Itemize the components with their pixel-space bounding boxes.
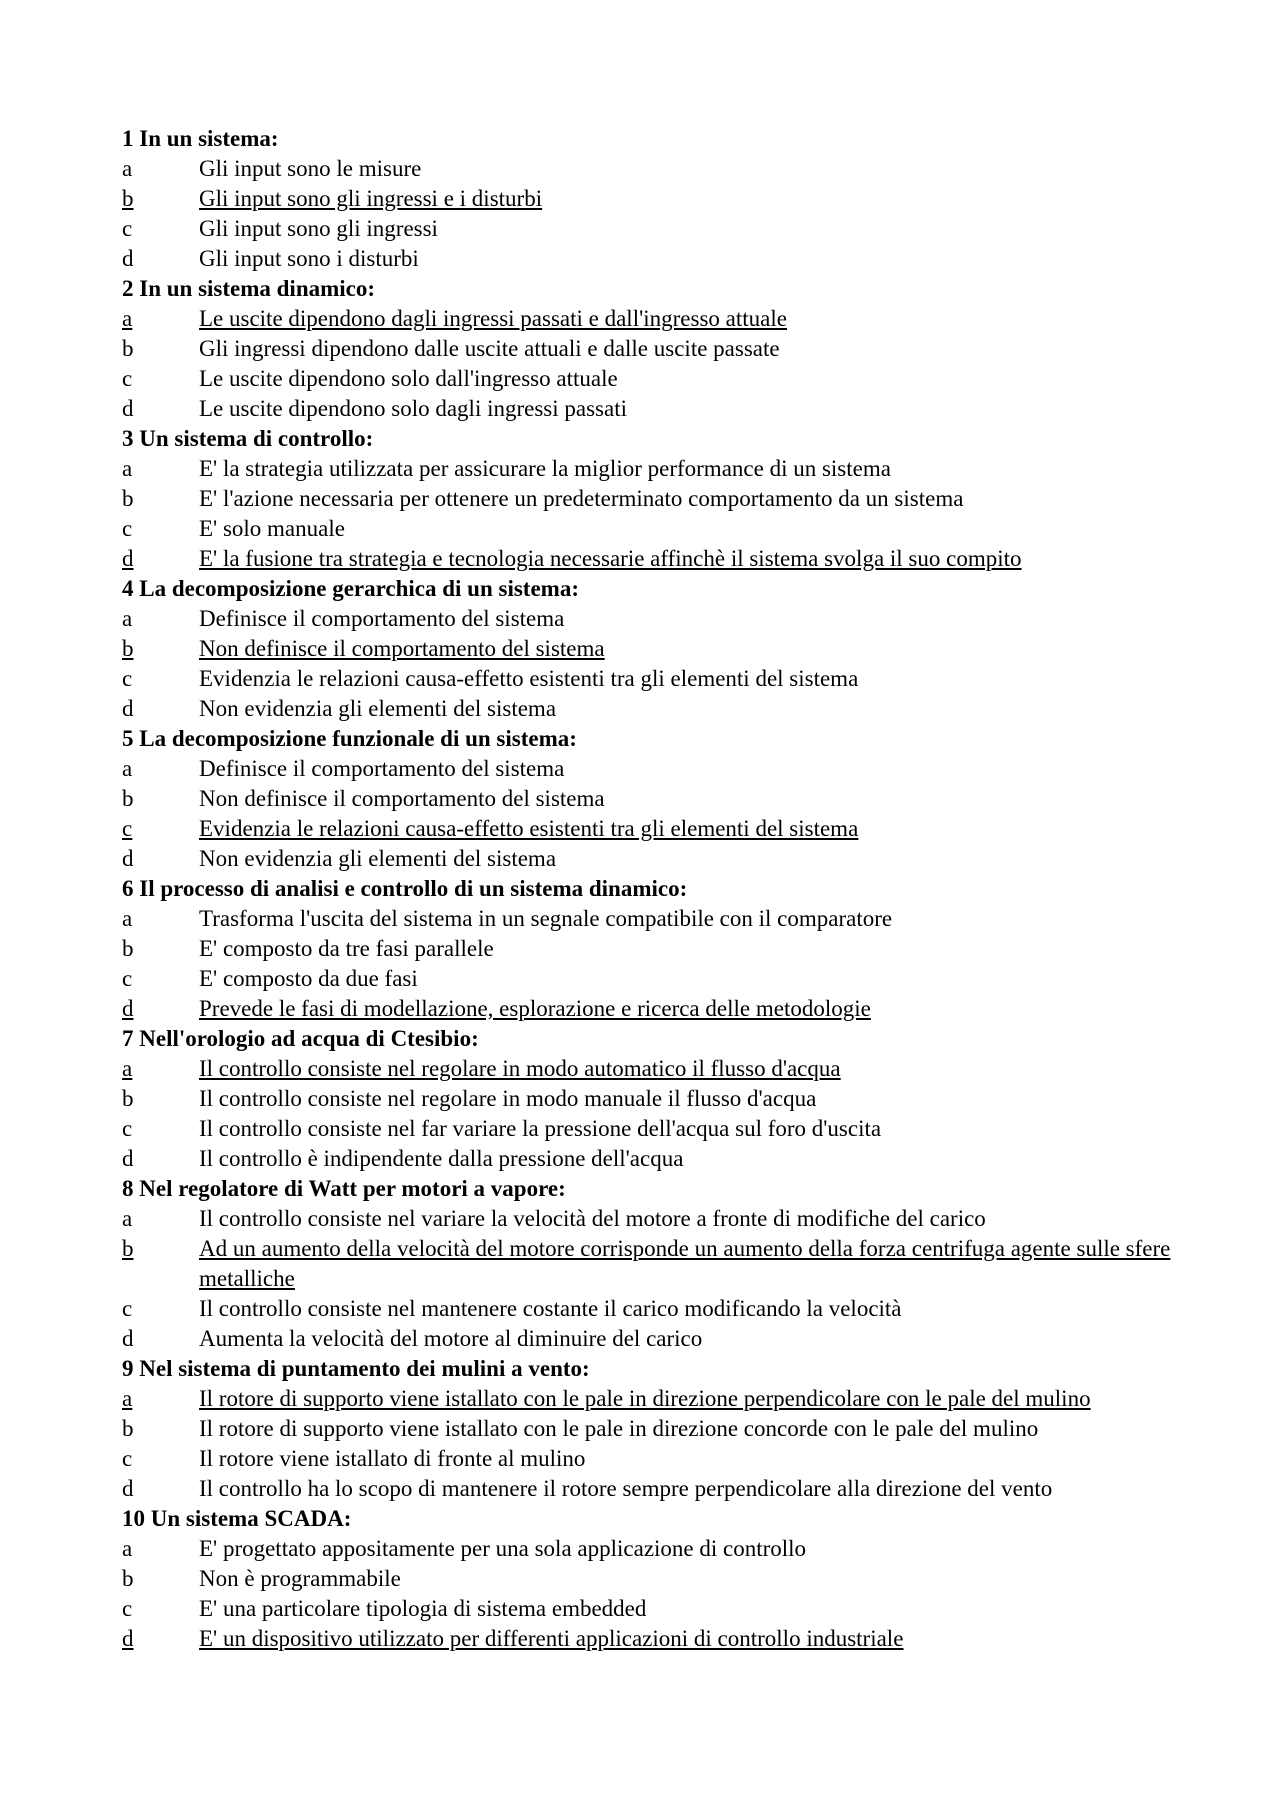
option-letter: b [122,1086,134,1111]
option-text: Gli input sono gli ingressi [199,216,438,241]
option-text: Non evidenzia gli elementi del sistema [199,846,557,871]
option-text: Non definisce il comportamento del sistema [199,786,605,811]
question-title: 1 In un sistema: [122,126,279,151]
option-b [122,1564,1182,1594]
option-letter: a [122,456,133,481]
option-text: Il rotore viene istallato di fronte al mulino [199,1446,586,1471]
option-letter: c [122,1596,133,1621]
question-title: 5 La decomposizione funzionale di un sistema: [122,726,577,751]
option-text: E' la fusione tra strategia e tecnologia necessarie affinchè il sistema svolga il suo compito [199,546,1022,571]
option-d [122,544,1182,574]
question-title: 10 Un sistema SCADA: [122,1506,352,1531]
option-text: Definisce il comportamento del sistema [199,756,565,781]
question-8 [122,1174,1182,1354]
option-text: Il controllo è indipendente dalla pressione dell'acqua [199,1146,684,1171]
option-text: Le uscite dipendono solo dagli ingressi passati [199,396,627,421]
option-d [122,394,1182,424]
option-text: Non evidenzia gli elementi del sistema [199,696,557,721]
question-title: 6 Il processo di analisi e controllo di un sistema dinamico: [122,876,688,901]
question-4 [122,574,1182,724]
option-letter: d [122,1146,134,1171]
option-text: Ad un aumento della velocità del motore corrisponde un aumento della forza centrifuga agente sulle sfere metalliche [199,1236,1171,1291]
option-a [122,1534,1182,1564]
option-letter: c [122,366,133,391]
option-a [122,154,1182,184]
option-d [122,1474,1182,1504]
option-letter: b [122,1236,134,1261]
option-text: Le uscite dipendono solo dall'ingresso attuale [199,366,618,391]
option-c [122,1444,1182,1474]
option-letter: c [122,1116,133,1141]
option-letter: d [122,546,134,571]
option-text: Gli ingressi dipendono dalle uscite attuali e dalle uscite passate [199,336,780,361]
option-text: E' l'azione necessaria per ottenere un predeterminato comportamento da un sistema [199,486,964,511]
option-text: Non è programmabile [199,1566,401,1591]
option-b [122,784,1182,814]
option-letter: b [122,336,134,361]
option-d [122,844,1182,874]
option-text: Trasforma l'uscita del sistema in un segnale compatibile con il comparatore [199,906,893,931]
option-letter: c [122,816,133,841]
option-text: Definisce il comportamento del sistema [199,606,565,631]
option-d [122,244,1182,274]
option-text: Prevede le fasi di modellazione, esplorazione e ricerca delle metodologie [199,996,871,1021]
option-a [122,754,1182,784]
option-text: Il rotore di supporto viene istallato con le pale in direzione perpendicolare con le pale del mulino [199,1386,1091,1411]
option-d [122,694,1182,724]
option-letter: a [122,1386,133,1411]
option-letter: d [122,996,134,1021]
option-text: E' un dispositivo utilizzato per differenti applicazioni di controllo industriale [199,1626,904,1651]
option-letter: d [122,696,134,721]
question-1 [122,124,1182,274]
option-text: E' progettato appositamente per una sola applicazione di controllo [199,1536,807,1561]
option-letter: d [122,1476,134,1501]
option-letter: b [122,486,134,511]
option-letter: a [122,756,133,781]
option-letter: b [122,186,134,211]
question-title: 3 Un sistema di controllo: [122,426,374,451]
option-text: E' la strategia utilizzata per assicurare la miglior performance di un sistema [199,456,891,481]
question-title: 7 Nell'orologio ad acqua di Ctesibio: [122,1026,479,1051]
option-letter: c [122,1296,133,1321]
question-9 [122,1354,1182,1504]
option-c [122,1294,1182,1324]
option-d [122,1324,1182,1354]
option-letter: c [122,666,133,691]
option-a [122,904,1182,934]
option-a [122,1054,1182,1084]
option-letter: b [122,1416,134,1441]
option-letter: d [122,846,134,871]
option-text: Il controllo consiste nel regolare in modo automatico il flusso d'acqua [199,1056,841,1081]
option-b [122,334,1182,364]
option-c [122,214,1182,244]
option-b [122,934,1182,964]
option-text: Il controllo consiste nel regolare in modo manuale il flusso d'acqua [199,1086,817,1111]
option-letter: a [122,306,133,331]
option-letter: d [122,1326,134,1351]
option-c [122,514,1182,544]
option-text: Aumenta la velocità del motore al diminuire del carico [199,1326,703,1351]
question-10 [122,1504,1182,1654]
option-c [122,364,1182,394]
option-text: E' composto da due fasi [199,966,418,991]
option-text: Il controllo consiste nel variare la velocità del motore a fronte di modifiche del carico [199,1206,986,1231]
option-text: E' composto da tre fasi parallele [199,936,494,961]
option-letter: a [122,606,133,631]
option-text: Evidenzia le relazioni causa-effetto esistenti tra gli elementi del sistema [199,666,859,691]
option-letter: d [122,246,134,271]
option-letter: d [122,396,134,421]
option-b [122,1414,1182,1444]
option-letter: c [122,1446,133,1471]
option-letter: c [122,966,133,991]
option-letter: a [122,1056,133,1081]
option-c [122,814,1182,844]
option-text: Gli input sono i disturbi [199,246,419,271]
option-a [122,1384,1182,1414]
question-3 [122,424,1182,574]
option-d [122,994,1182,1024]
option-text: Non definisce il comportamento del sistema [199,636,605,661]
option-c [122,1114,1182,1144]
option-d [122,1144,1182,1174]
option-text: Gli input sono gli ingressi e i disturbi [199,186,543,211]
question-title: 9 Nel sistema di puntamento dei mulini a vento: [122,1356,590,1381]
option-b [122,1084,1182,1114]
option-a [122,454,1182,484]
option-text: Il controllo consiste nel mantenere costante il carico modificando la velocità [199,1296,902,1321]
option-letter: c [122,516,133,541]
option-c [122,964,1182,994]
option-text: Evidenzia le relazioni causa-effetto esistenti tra gli elementi del sistema [199,816,859,841]
option-letter: b [122,786,134,811]
option-b [122,1234,1182,1294]
option-text: E' una particolare tipologia di sistema embedded [199,1596,647,1621]
option-letter: a [122,906,133,931]
option-letter: a [122,1206,133,1231]
option-a [122,1204,1182,1234]
option-c [122,1594,1182,1624]
option-letter: d [122,1626,134,1651]
option-letter: b [122,936,134,961]
option-letter: b [122,636,134,661]
option-letter: a [122,156,133,181]
option-text: Il controllo consiste nel far variare la pressione dell'acqua sul foro d'uscita [199,1116,882,1141]
question-5 [122,724,1182,874]
option-d [122,1624,1182,1654]
question-title: 8 Nel regolatore di Watt per motori a vapore: [122,1176,566,1201]
question-7 [122,1024,1182,1174]
option-text: Gli input sono le misure [199,156,422,181]
option-text: Il controllo ha lo scopo di mantenere il rotore sempre perpendicolare alla direzione del vento [199,1476,1053,1501]
option-b [122,634,1182,664]
option-b [122,184,1182,214]
quiz-document [122,124,1182,1654]
option-text: Il rotore di supporto viene istallato con le pale in direzione concorde con le pale del mulino [199,1416,1039,1441]
option-a [122,604,1182,634]
question-2 [122,274,1182,424]
option-letter: b [122,1566,134,1591]
option-b [122,484,1182,514]
option-c [122,664,1182,694]
question-title: 4 La decomposizione gerarchica di un sistema: [122,576,579,601]
option-letter: c [122,216,133,241]
option-letter: a [122,1536,133,1561]
option-text: E' solo manuale [199,516,345,541]
option-text: Le uscite dipendono dagli ingressi passati e dall'ingresso attuale [199,306,787,331]
question-title: 2 In un sistema dinamico: [122,276,376,301]
question-6 [122,874,1182,1024]
option-a [122,304,1182,334]
